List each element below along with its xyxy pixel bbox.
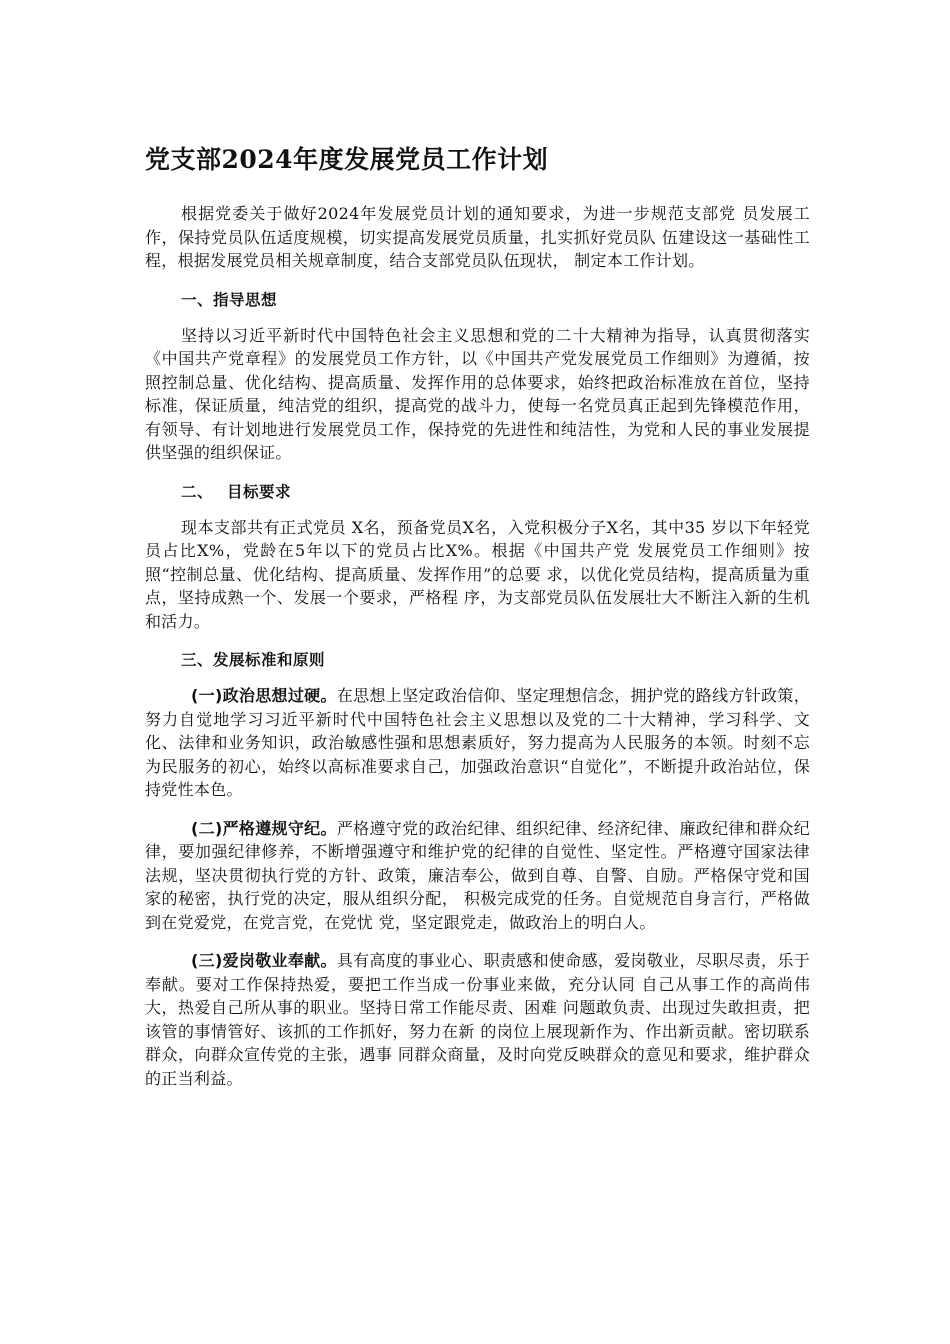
subsection-paragraph-2 [145, 817, 810, 935]
subsection-body: 具有高度的事业心、职责感和使命感，爱岗敬业，尽职尽责，乐于奉献。要对工作保持热爱，要把工作当成一份事业来做，充分认同 自己从事工作的高尚伟大，热爱自己所从事的职业。坚持日常工作能尽责、困难 问题敢负责、出现过失敢担责，把该管的事情管好、该抓的工作抓好，努力在新 的岗位上展现新作为、作出新贡献。密切联系群众，向群众宣传党的主张，遇事 同群众商量，及时向党反映群众的意见和要求，维护群众的正当利益。 [145, 951, 810, 1088]
section-heading-text: 目标要求 [227, 482, 292, 501]
document-title: 党支部2024年度发展党员工作计划 [145, 145, 549, 174]
section-paragraph-1: 坚持以习近平新时代中国特色社会主义思想和党的二十大精神为指导，认真贯彻落实《中国共产党章程》的发展党员工作方针，以《中国共产党发展党员工作细则》为遵循，按照控制总量、优化结构、提高质量、发挥作用的总体要求，始终把政治标准放在首位，坚持标准，保证质量，纯洁党的组织，提高党的战斗力，使每一名党员真正起到先锋模范作用，有领导、有计划地进行发展党员工作，保持党的先进性和纯洁性，为党和人民的事业发展提供坚强的组织保证。 [145, 325, 810, 462]
section-paragraph-2: 现本支部共有正式党员 X名，预备党员X名，入党积极分子X名，其中35 岁以下年轻党员占比X%，党龄在5年以下的党员占比X%。根据《中国共产党 发展党员工作细则》按照“控制总量、优化结构、提高质量、发挥作用”的总要 求，以优化党员结构，提高质量为重点，坚持成熟一个、发展一个要求，严格程 序，为支部党员队伍发展壮大不断注入新的生机和活力。 [145, 517, 810, 631]
section-heading-2 [181, 480, 810, 504]
section-heading-number: 一、 [181, 290, 214, 309]
section-heading-number: 三、 [181, 651, 214, 669]
section-heading-number: 二、 [181, 482, 214, 501]
subsection-paragraph-1 [145, 684, 810, 802]
subsection-lead: (二)严格遵规守纪。 [191, 818, 337, 838]
section-heading-3 [181, 648, 810, 672]
subsection-body: 严格遵守党的政治纪律、组织纪律、经济纪律、廉政纪律和群众纪律，要加强纪律修养，不断增强遵守和维护党的纪律的自觉性、坚定性。严格遵守国家法律法规，坚决贯彻执行党的方针、政策，廉洁奉公，做到自尊、自警、自励。严格保守党和国家的秘密，执行党的决定，服从组织分配， 积极完成党的任务。自觉规范自身言行，严格做到在党爱党，在党言党，在党忧 党，坚定跟党走，做政治上的明白人。 [145, 818, 810, 932]
subsection-lead: (三)爱岗敬业奉献。 [191, 951, 337, 970]
subsection-body: 在思想上坚定政治信仰、坚定理想信念，拥护党的路线方针政策，努力自觉地学习习近平新时代中国特色社会主义思想以及党的二十大精神，学习科学、文化、法律和业务知识，政治敏感性强和思想素质好，努力提高为人民服务的本领。时刻不忘为民服务的初心，始终以高标准要求自己，加强政治意识“自觉化”，不断提升政治站位，保持党性本色。 [145, 686, 810, 799]
document-page [145, 140, 810, 1105]
section-heading-text: 指导思想 [213, 290, 278, 309]
subsection-paragraph-3 [145, 949, 810, 1090]
subsection-lead: (一)政治思想过硬。 [191, 686, 337, 705]
section-heading-1 [181, 288, 810, 312]
section-heading-text: 发展标准和原则 [213, 651, 326, 669]
intro-paragraph: 根据党委关于做好2024年发展党员计划的通知要求，为进一步规范支部党 员发展工作，保持党员队伍适度规模，切实提高发展党员质量，扎实抓好党员队 伍建设这一基础性工程，根据发展党员相关规章制度，结合支部党员队伍现状， 制定本工作计划。 [145, 204, 810, 270]
